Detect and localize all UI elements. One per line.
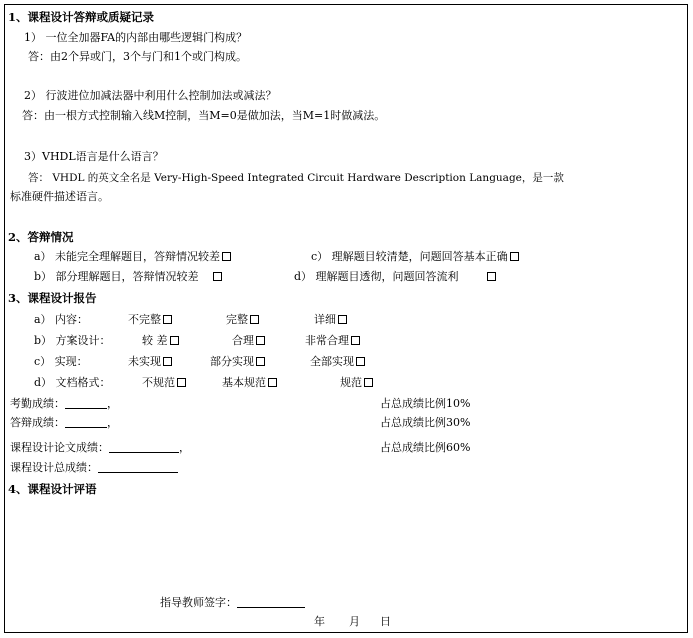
content-opt-0-checkbox[interactable] xyxy=(163,315,172,324)
option-b-checkbox[interactable] xyxy=(213,272,222,281)
format-opt-2 xyxy=(340,376,373,390)
impl-opt-2-checkbox[interactable] xyxy=(356,357,365,366)
impl-opt-0 xyxy=(128,355,172,369)
attendance-comma: ， xyxy=(107,397,118,410)
content-opt-0-label: 不完整 xyxy=(128,313,161,326)
section4-title: 4、课程设计评语 xyxy=(8,482,97,496)
design-opt-1 xyxy=(232,334,265,348)
option-b-label: b） 部分理解题目，答辩情况较差 xyxy=(34,270,199,283)
defense-label: 答辩成绩： xyxy=(10,416,65,429)
option-a-checkbox[interactable] xyxy=(222,252,231,261)
content-opt-2 xyxy=(314,313,347,327)
thesis-comma: ， xyxy=(179,441,190,454)
format-opt-1-checkbox[interactable] xyxy=(268,378,277,387)
signature-row xyxy=(160,596,305,610)
format-opt-1 xyxy=(222,376,277,390)
format-opt-0-label: 不规范 xyxy=(142,376,175,389)
signature-field[interactable] xyxy=(237,596,305,608)
year-label: 年 xyxy=(314,615,325,628)
option-a-row xyxy=(34,250,231,264)
design-opt-2-label: 非常合理 xyxy=(305,334,349,347)
day-label: 日 xyxy=(380,615,391,628)
design-opt-0-label: 较 差 xyxy=(142,334,168,347)
option-d-row xyxy=(294,270,496,284)
format-opt-2-checkbox[interactable] xyxy=(364,378,373,387)
answer-3-line2: 标准硬件描述语言。 xyxy=(10,190,109,203)
format-label: d） 文档格式： xyxy=(34,376,111,389)
defense-ratio: 占总成绩比例30% xyxy=(380,416,471,429)
content-opt-2-checkbox[interactable] xyxy=(338,315,347,324)
impl-opt-1 xyxy=(210,355,265,369)
section1-title: 1、课程设计答辩或质疑记录 xyxy=(8,10,155,24)
content-opt-2-label: 详细 xyxy=(314,313,336,326)
answer-1: 答：由2个异或门，3个与门和1个或门构成。 xyxy=(28,50,247,63)
defense-comma: ， xyxy=(107,416,118,429)
defense-score-field[interactable] xyxy=(65,416,107,428)
content-opt-0 xyxy=(128,313,172,327)
attendance-score-field[interactable] xyxy=(65,397,107,409)
design-opt-2 xyxy=(305,334,360,348)
option-c-checkbox[interactable] xyxy=(510,252,519,261)
date-row xyxy=(314,615,391,629)
format-opt-1-label: 基本规范 xyxy=(222,376,266,389)
thesis-ratio: 占总成绩比例60% xyxy=(380,441,471,454)
section3-title: 3、课程设计报告 xyxy=(8,291,97,305)
design-opt-1-label: 合理 xyxy=(232,334,254,347)
impl-opt-1-checkbox[interactable] xyxy=(256,357,265,366)
signature-label: 指导教师签字： xyxy=(160,596,237,609)
design-label: b） 方案设计： xyxy=(34,334,111,347)
impl-opt-2-label: 全部实现 xyxy=(310,355,354,368)
total-row xyxy=(10,461,178,475)
attendance-label: 考勤成绩： xyxy=(10,397,65,410)
question-1: 1） 一位全加器FA的内部由哪些逻辑门构成？ xyxy=(24,31,248,44)
design-opt-0-checkbox[interactable] xyxy=(170,336,179,345)
format-opt-0-checkbox[interactable] xyxy=(177,378,186,387)
content-opt-1 xyxy=(226,313,259,327)
option-b-row xyxy=(34,270,222,284)
thesis-label: 课程设计论文成绩： xyxy=(10,441,109,454)
thesis-row xyxy=(10,441,190,455)
answer-2: 答：由一根方式控制输入线M控制，当M=0是做加法，当M=1时做减法。 xyxy=(22,109,386,122)
design-opt-2-checkbox[interactable] xyxy=(351,336,360,345)
content-opt-1-label: 完整 xyxy=(226,313,248,326)
month-label: 月 xyxy=(349,615,360,628)
option-c-label: c） 理解题目较清楚，问题回答基本正确 xyxy=(311,250,508,263)
question-3: 3）VHDL语言是什么语言？ xyxy=(24,150,164,163)
total-label: 课程设计总成绩： xyxy=(10,461,98,474)
impl-opt-1-label: 部分实现 xyxy=(210,355,254,368)
content-opt-1-checkbox[interactable] xyxy=(250,315,259,324)
impl-opt-0-checkbox[interactable] xyxy=(163,357,172,366)
design-opt-0 xyxy=(142,334,179,348)
format-opt-0 xyxy=(142,376,186,390)
option-d-label: d） 理解题目透彻，问题回答流利 xyxy=(294,270,459,283)
option-d-checkbox[interactable] xyxy=(487,272,496,281)
impl-opt-2 xyxy=(310,355,365,369)
section2-title: 2、答辩情况 xyxy=(8,230,74,244)
attendance-row xyxy=(10,397,118,411)
answer-3-line1: 答： VHDL 的英文全名是 Very-High-Speed Integrated Circuit Hardware Description Language，是一款 xyxy=(28,172,564,184)
attendance-ratio: 占总成绩比例10% xyxy=(380,397,471,410)
design-opt-1-checkbox[interactable] xyxy=(256,336,265,345)
impl-label: c） 实现： xyxy=(34,355,88,368)
impl-opt-0-label: 未实现 xyxy=(128,355,161,368)
defense-row xyxy=(10,416,118,430)
total-score-field[interactable] xyxy=(98,461,178,473)
format-opt-2-label: 规范 xyxy=(340,376,362,389)
content-label: a） 内容： xyxy=(34,313,89,326)
option-c-row xyxy=(311,250,519,264)
question-2: 2） 行波进位加减法器中利用什么控制加法或减法？ xyxy=(24,89,277,102)
option-a-label: a） 未能完全理解题目，答辩情况较差 xyxy=(34,250,221,263)
thesis-score-field[interactable] xyxy=(109,441,179,453)
